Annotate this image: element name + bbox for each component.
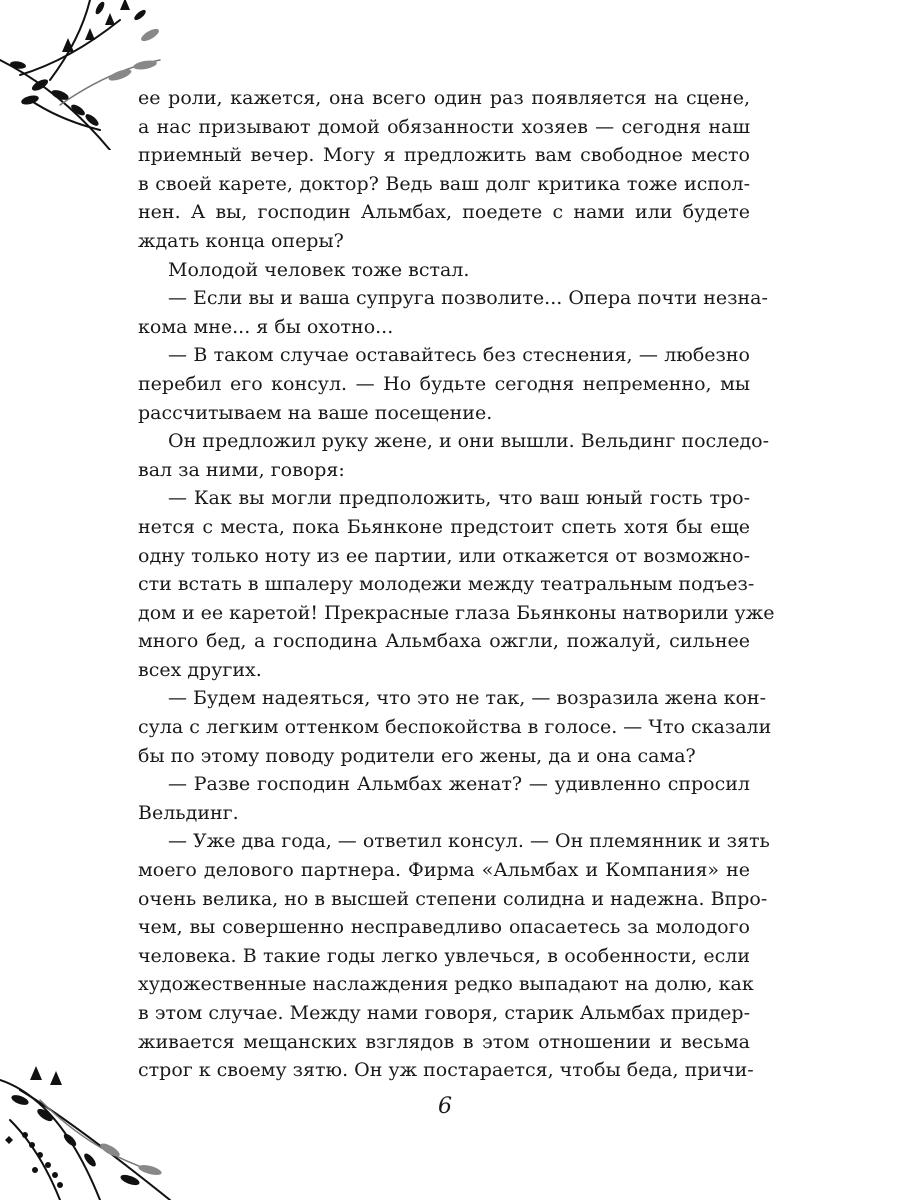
text-line: одну только ноту из ее партии, или откажется от возможно- xyxy=(138,544,750,567)
text-line: дом и ее каретой! Прекрасные глаза Бьянконы натворили уже xyxy=(138,601,775,624)
text-line: Молодой человек тоже встал. xyxy=(168,258,470,281)
text-line: в этом случае. Между нами говоря, старик Альмбах придер- xyxy=(138,1002,750,1024)
text-line: нется с места, пока Бьянконе предстоит спеть хотя бы еще xyxy=(138,515,750,538)
text-line: — Будем надеяться, что это не так, — возразила жена кон- xyxy=(168,687,766,710)
text-line: строг к своему зятю. Он уж постарается, чтобы беда, причи- xyxy=(138,1059,754,1082)
text-line: Вельдинг. xyxy=(138,801,239,824)
page-number: 6 xyxy=(438,1094,452,1119)
text-line: а нас призывают домой обязанности хозяев — сегодня наш xyxy=(138,115,750,138)
text-line: очень велика, но в высшей степени солидна и надежна. Впро- xyxy=(138,887,768,910)
text-line: рассчитываем на ваше посещение. xyxy=(138,401,493,424)
text-line: перебил его консул. — Но будьте сегодня непременно, мы xyxy=(138,372,750,395)
text-line: бы по этому поводу родители его жены, да и она сама? xyxy=(138,744,696,767)
text-line: чем, вы совершенно несправедливо опасаетесь за молодого xyxy=(138,916,750,939)
text-line: — Как вы могли предположить, что ваш юный гость тро- xyxy=(168,487,750,510)
text-line: — В таком случае оставайтесь без стеснения, — любезно xyxy=(168,344,750,367)
text-line: ждать конца оперы? xyxy=(138,229,344,252)
text-line: сула с легким оттенком беспокойства в голосе. — Что сказали xyxy=(138,716,772,739)
text-line: человека. В такие годы легко увлечься, в особенности, если xyxy=(138,944,750,967)
book-page-text xyxy=(138,84,775,1085)
text-line: — Разве господин Альмбах женат? — удивленно спросил xyxy=(168,773,750,796)
text-line: живается мещанских взглядов в этом отношении и весьма xyxy=(138,1030,750,1053)
text-line: — Если вы и ваша супруга позволите... Опера почти незна- xyxy=(168,287,768,310)
text-line: вал за ними, говоря: xyxy=(138,458,345,481)
text-line: художественные наслаждения редко выпадают на долю, как xyxy=(138,973,754,996)
text-line: Он предложил руку жене, и они вышли. Вельдинг последо- xyxy=(168,430,770,453)
text-line: всех других. xyxy=(138,658,262,681)
text-line: нен. А вы, господин Альмбах, поедете с нами или будете xyxy=(138,201,750,224)
text-line: много бед, а господина Альмбаха ожгли, пожалуй, сильнее xyxy=(138,630,750,653)
text-line: приемный вечер. Могу я предложить вам свободное место xyxy=(138,144,750,167)
text-line: кома мне... я бы охотно... xyxy=(138,315,394,338)
text-line: моего делового партнера. Фирма «Альмбах и Компания» не xyxy=(138,859,750,882)
text-line: в своей карете, доктор? Ведь ваш долг критика тоже испол- xyxy=(138,172,750,195)
text-line: — Уже два года, — ответил консул. — Он племянник и зять xyxy=(168,830,770,853)
text-line: ее роли, кажется, она всего один раз появляется на сцене, xyxy=(138,87,750,109)
text-line: сти встать в шпалеру молодежи между театральным подъез- xyxy=(138,573,755,596)
